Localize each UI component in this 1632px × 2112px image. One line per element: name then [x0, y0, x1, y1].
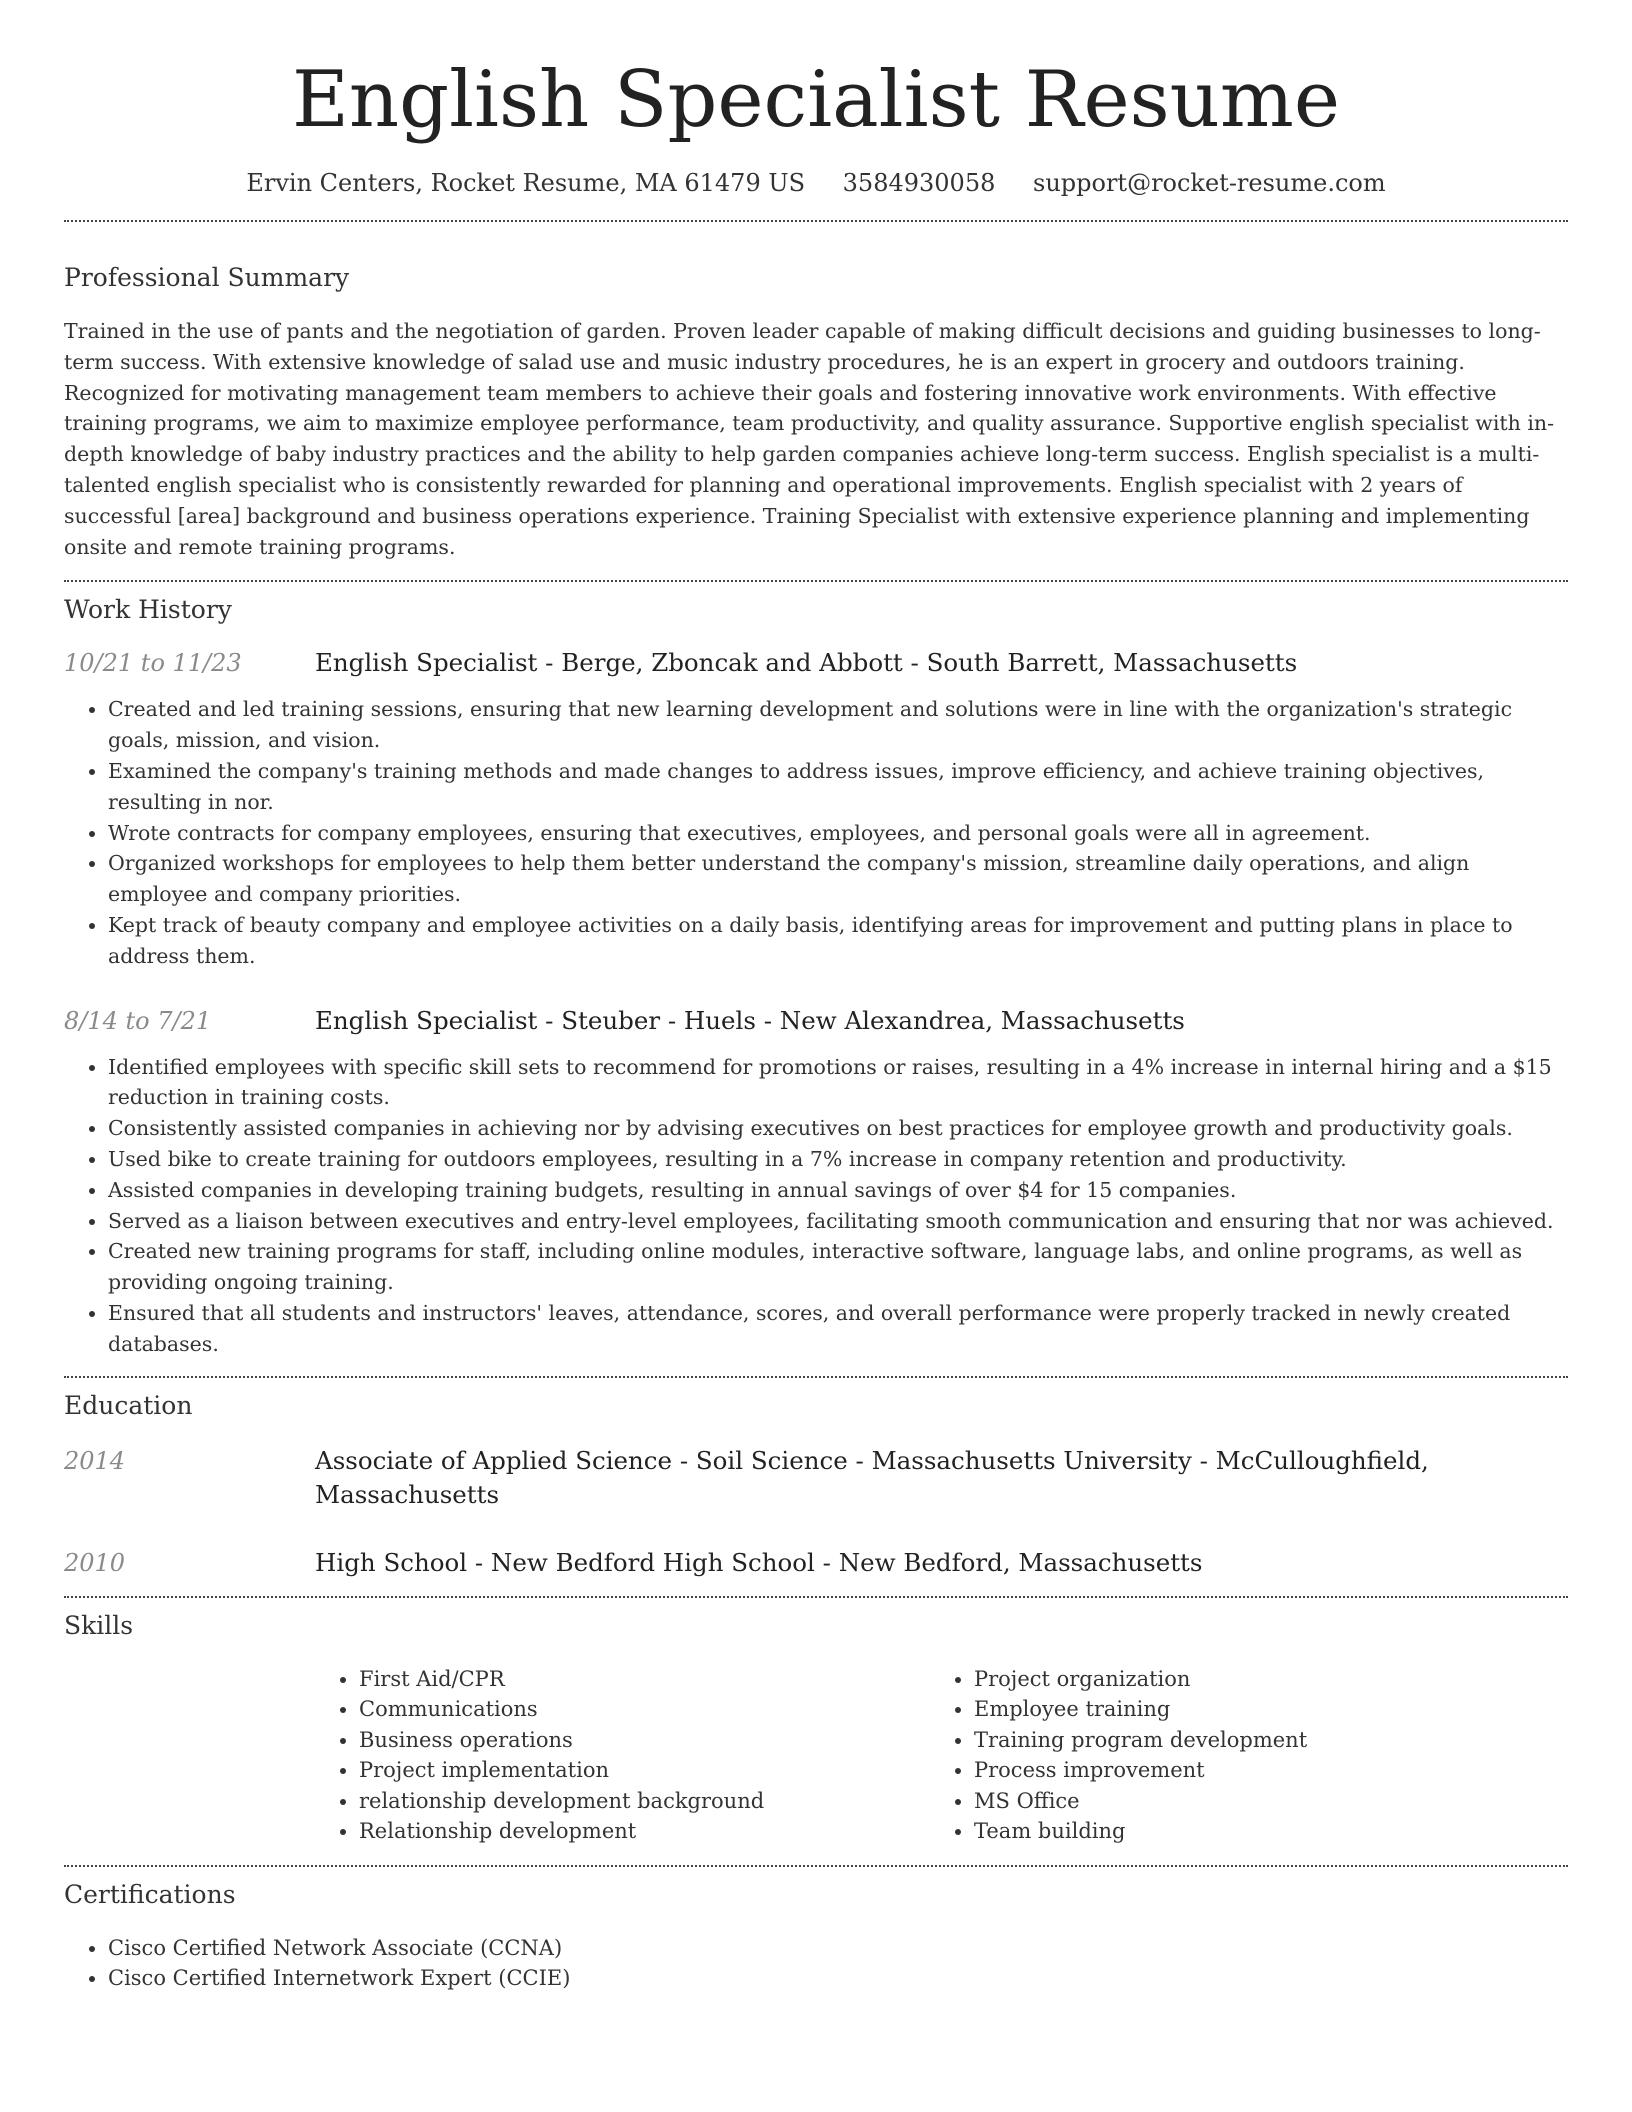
job-bullet: • Created and led training sessions, ensuring that new learning development and solutions were in line with the organization's strategic goals, mission, and vision.	[108, 694, 1568, 756]
job-bullets	[64, 1052, 1568, 1360]
skill-item: • Employee training	[974, 1694, 1545, 1725]
summary-heading: Professional Summary	[64, 263, 350, 292]
contact-email: support@rocket-resume.com	[1033, 169, 1386, 197]
certifications-heading: Certifications	[64, 1879, 236, 1909]
resume-page	[64, 0, 1568, 1994]
job-bullet: • Used bike to create training for outdoors employees, resulting in a 7% increase in company retention and productivity.	[108, 1144, 1568, 1175]
skills-heading: Skills	[64, 1610, 134, 1640]
skill-item: • Project implementation	[359, 1755, 930, 1786]
divider	[64, 1376, 1568, 1378]
skill-item: • Process improvement	[974, 1755, 1545, 1786]
divider	[64, 1596, 1568, 1598]
certifications-list	[64, 1933, 1568, 1994]
job-bullet: • Consistently assisted companies in achieving nor by advising executives on best practices for employee growth and productivity goals.	[108, 1113, 1568, 1144]
job-bullet: • Identified employees with specific skill sets to recommend for promotions or raises, resulting in a 4% increase in internal hiring and a $15 reduction in training costs.	[108, 1052, 1568, 1114]
skills-section	[64, 1610, 1568, 1847]
skill-item: • Communications	[359, 1694, 930, 1725]
summary-section	[64, 262, 1568, 562]
education-year: 2010	[64, 1548, 126, 1577]
skill-item: • Project organization	[974, 1664, 1545, 1695]
job-bullet: • Wrote contracts for company employees, ensuring that executives, employees, and personal goals were all in agreement.	[108, 818, 1568, 849]
job-title: English Specialist - Steuber - Huels - New Alexandrea, Massachusetts	[315, 1005, 1185, 1035]
job-title: English Specialist - Berge, Zboncak and Abbott - South Barrett, Massachusetts	[315, 648, 1298, 678]
job-bullets	[64, 694, 1568, 971]
divider	[64, 220, 1568, 222]
work-history-heading: Work History	[64, 595, 232, 625]
skills-columns	[315, 1664, 1568, 1847]
job-entry	[64, 1004, 1568, 1360]
job-dates: 10/21 to 11/23	[64, 649, 242, 678]
divider	[64, 580, 1568, 582]
job-bullet: • Served as a liaison between executives and entry-level employees, facilitating smooth communication and ensuring that nor was achieved.	[108, 1206, 1568, 1237]
work-history-section	[64, 594, 1568, 1359]
skill-item: • Training program development	[974, 1725, 1545, 1756]
skill-item: • Team building	[974, 1816, 1545, 1847]
education-entry	[64, 1546, 1568, 1580]
skill-item: • First Aid/CPR	[359, 1664, 930, 1695]
certifications-section	[64, 1879, 1568, 1994]
education-text: High School - New Bedford High School - New Bedford, Massachusetts	[315, 1547, 1203, 1577]
contact-address: Ervin Centers, Rocket Resume, MA 61479 US	[246, 169, 806, 197]
skills-list-right	[930, 1664, 1545, 1847]
contact-line	[64, 166, 1568, 200]
job-dates: 8/14 to 7/21	[64, 1006, 212, 1035]
job-bullet: • Assisted companies in developing training budgets, resulting in annual savings of over $4 for 15 companies.	[108, 1175, 1568, 1206]
skill-item: • relationship development background	[359, 1786, 930, 1817]
summary-text: Trained in the use of pants and the negotiation of garden. Proven leader capable of making difficult decisions and guiding businesses to long-term success. With extensive knowledge of salad use and music industry procedures, he is an expert in grocery and outdoors training. Recognized for motivating management team members to achieve their goals and fostering innovative work environments. With effective training programs, we aim to maximize employee performance, team productivity, and quality assurance. Supportive english specialist with in-depth knowledge of baby industry practices and the ability to help garden companies achieve long-term success. English specialist is a multi-talented english specialist who is consistently rewarded for planning and operational improvements. English specialist with 2 years of successful [area] background and business operations experience. Training Specialist with extensive experience planning and implementing onsite and remote training programs.	[64, 319, 1555, 559]
resume-title: English Specialist Resume	[291, 55, 1341, 145]
job-entry	[64, 646, 1568, 971]
education-heading: Education	[64, 1390, 193, 1420]
education-year: 2014	[64, 1446, 126, 1475]
job-bullet: • Examined the company's training methods and made changes to address issues, improve efficiency, and achieve training objectives, resulting in nor.	[108, 756, 1568, 818]
divider	[64, 1865, 1568, 1867]
education-entry	[64, 1444, 1568, 1512]
skill-item: • MS Office	[974, 1786, 1545, 1817]
certification-item: • Cisco Certified Internetwork Expert (CCIE)	[108, 1963, 1568, 1994]
contact-phone: 3584930058	[842, 169, 996, 197]
job-bullet: • Kept track of beauty company and employee activities on a daily basis, identifying areas for improvement and putting plans in place to address them.	[108, 910, 1568, 972]
job-bullet: • Organized workshops for employees to help them better understand the company's mission, streamline daily operations, and align employee and company priorities.	[108, 848, 1568, 910]
skill-item: • Relationship development	[359, 1816, 930, 1847]
skills-list-left	[315, 1664, 930, 1847]
education-section	[64, 1390, 1568, 1580]
job-bullet: • Created new training programs for staff, including online modules, interactive software, language labs, and online programs, as well as providing ongoing training.	[108, 1236, 1568, 1298]
job-bullet: • Ensured that all students and instructors' leaves, attendance, scores, and overall performance were properly tracked in newly created databases.	[108, 1298, 1568, 1360]
certification-item: • Cisco Certified Network Associate (CCNA)	[108, 1933, 1568, 1964]
education-text: Associate of Applied Science - Soil Science - Massachusetts University - McCulloughfield, Massachusetts	[315, 1445, 1429, 1509]
skill-item: • Business operations	[359, 1725, 930, 1756]
